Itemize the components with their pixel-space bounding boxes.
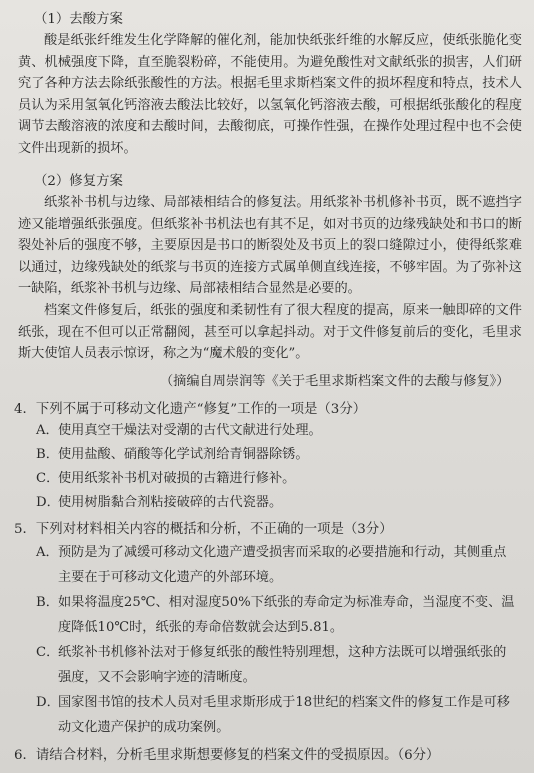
question-6-stem: 6．请结合材料，分析毛里求斯想要修复的档案文件的受损原因。（6分） <box>14 748 440 763</box>
question-4-option-d <box>36 492 522 514</box>
question-5-option-a-cont: 主要在于可移动文化遗产的外部环境。 <box>58 570 283 585</box>
question-4-option-c <box>36 468 522 490</box>
question-5-stem: 5．下列对材料相关内容的概括和分析，不正确的一项是（3分） <box>14 522 393 537</box>
option-text: 纸浆补书机修补法对于修复纸张的酸性特别理想，这种方法既可以增强纸张的 <box>58 645 507 660</box>
paragraph-deacidification <box>0 30 534 160</box>
question-5-option-b <box>36 592 522 614</box>
paragraph-text: 纸浆补书机与边缘、局部裱相结合的修复法。用纸浆补书机修补书页，既不遮挡字迹又能增强纸张强度。但纸浆补书机法也有其不足，如对书页的边缘残缺处和书口的断裂处补后的强度不够，主要原因是书口的断裂处及书页上的裂口缝隙过小，使得纸浆难以通过，边缘残缺处的纸浆与书页的连接方式属单侧直线连接，不够牢固。为了弥补这一缺陷，纸浆补书机与边缘、局部裱相结合显然是必要的。 <box>18 195 522 297</box>
question-5-option-a <box>36 542 522 564</box>
option-text: 国家图书馆的技术人员对毛里求斯形成于18世纪的档案文件的修复工作是可移 <box>58 695 510 710</box>
section-heading-deacidification: （1）去酸方案 <box>34 12 123 27</box>
question-4-stem: 4．下列不属于可移动文化遗产“修复”工作的一项是（3分） <box>14 402 367 417</box>
source-citation: （摘编自周崇润等《关于毛里求斯档案文件的去酸与修复》） <box>160 374 510 389</box>
option-text: 使用纸浆补书机对破损的古籍进行修补。 <box>58 471 296 486</box>
question-5-option-d <box>36 692 522 714</box>
option-text: 预防是为了减缓可移动文化遗产遭受损害而采取的必要措施和行动，其侧重点 <box>58 545 507 560</box>
paragraph-result <box>0 300 534 365</box>
option-text: 如果将温度25℃、相对湿度50%下纸张的寿命定为标准寿命，当湿度不变、温 <box>58 595 515 610</box>
question-5-option-c-cont: 强度，又不会影响字迹的清晰度。 <box>58 670 256 685</box>
paragraph-text: 酸是纸张纤维发生化学降解的催化剂，能加快纸张纤维的水解反应，使纸张脆化变黄、机械强度下降，直至脆裂粉碎，不能使用。为避免酸性对文献纸张的损害，人们研究了各种方法去除纸张酸性的方法。根据毛里求斯档案文件的损坏程度和特点，技术人员认为采用氢氧化钙溶液去酸法比较好，以氢氧化钙溶液去酸，可根据纸张酸化的程度调节去酸溶液的浓度和去酸时间，去酸彻底，可操作性强，在操作处理过程中也不会使文件出现新的损坏。 <box>18 33 522 156</box>
paragraph-text: 档案文件修复后，纸张的强度和柔韧性有了很大程度的提高，原来一触即碎的文件纸张，现在不但可以正常翻阅，甚至可以拿起抖动。对于文件修复前后的变化，毛里求斯大使馆人员表示惊讶，称之为“魔术般的变化”。 <box>18 303 522 362</box>
paragraph-repair <box>0 192 534 300</box>
question-5-option-d-cont: 动文化遗产保护的成功案例。 <box>58 720 230 735</box>
option-letter: D． <box>36 695 60 710</box>
option-letter: A． <box>36 423 59 438</box>
section-heading-repair: （2）修复方案 <box>34 174 123 189</box>
question-4-option-a <box>36 420 522 442</box>
option-letter: C． <box>36 645 60 660</box>
option-letter: A． <box>36 545 59 560</box>
question-5-option-c <box>36 642 522 664</box>
option-letter: B． <box>36 595 59 610</box>
option-letter: C． <box>36 471 60 486</box>
option-letter: B． <box>36 447 59 462</box>
option-text: 使用真空干燥法对受潮的古代文献进行处理。 <box>58 423 322 438</box>
question-4-option-b <box>36 444 522 466</box>
option-text: 使用盐酸、硝酸等化学试剂给青铜器除锈。 <box>58 447 309 462</box>
question-5-option-b-cont: 度降低10℃时，纸张的寿命倍数就会达到5.81。 <box>58 620 344 635</box>
option-letter: D． <box>36 495 60 510</box>
option-text: 使用树脂黏合剂粘接破碎的古代瓷器。 <box>58 495 283 510</box>
